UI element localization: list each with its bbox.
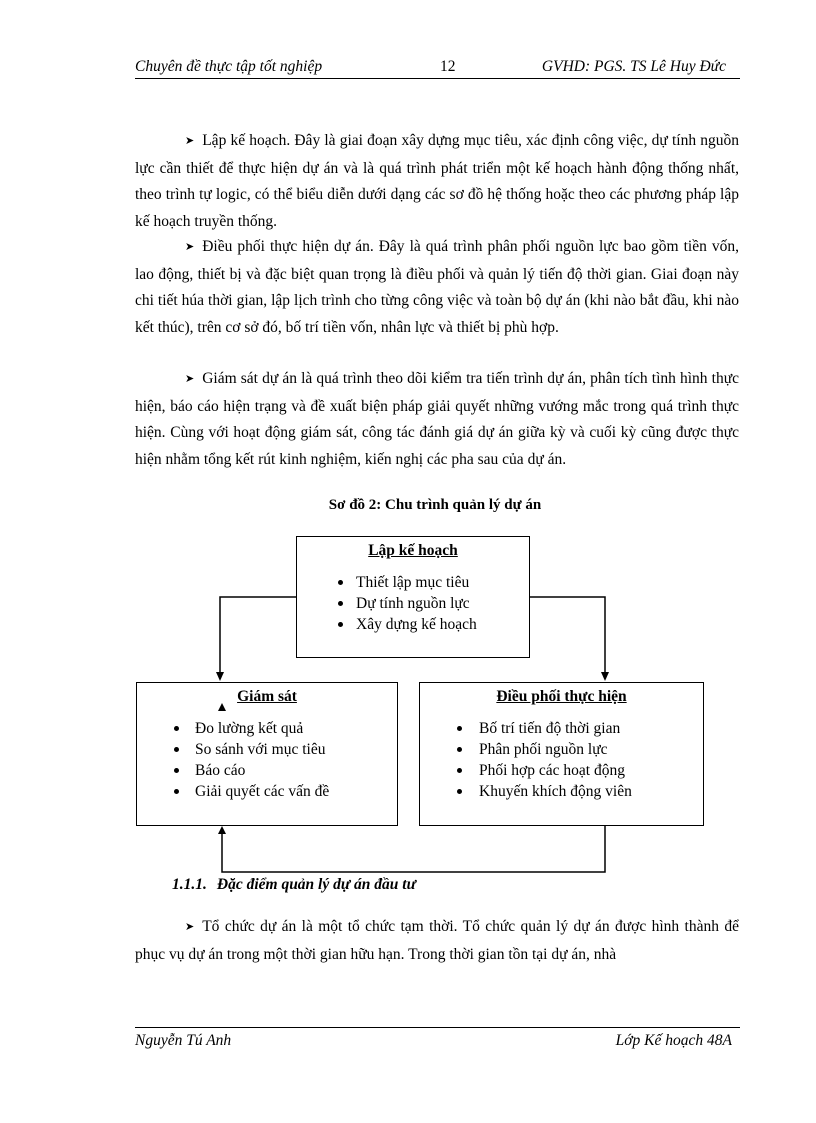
footer-author: Nguyễn Tú Anh [135, 1032, 232, 1049]
section-number: 1.1.1. [172, 876, 207, 893]
paragraph-text: Giám sát dự án là quá trình theo dõi kiểm tra tiến trình dự án, phân tích tình hình thực hiện, báo cáo hiện trạng và đề xuất biện pháp giải quyết những vướng mắc trong quá trình thực hiện. Cùng với hoạt động giám sát, công tác đánh giá dự án giữa kỳ và cuối kỳ cũng được thực hiện nhằm tổng kết rút kinh nghiệm, kiến nghị các pha sau của dự án. [135, 370, 739, 468]
list-item: Khuyến khích động viên [420, 781, 703, 802]
section-title: Đặc điểm quản lý dự án đầu tư [216, 876, 416, 893]
list-item: Dự tính nguồn lực [297, 593, 529, 614]
list-item: Bố trí tiến độ thời gian [420, 718, 703, 739]
arrowhead-down-icon [601, 672, 609, 681]
box-title: Giám sát [237, 688, 297, 705]
box-planning [296, 536, 530, 658]
section-heading [172, 876, 416, 894]
list-item: So sánh với mục tiêu [137, 739, 397, 760]
box-title: Điều phối thực hiện [496, 688, 627, 705]
bullet-icon [338, 622, 343, 627]
bullet-icon [174, 726, 179, 731]
bullet-icon [174, 747, 179, 752]
box-monitoring [136, 682, 398, 826]
paragraph-text: Lập kế hoạch. Đây là giai đoạn xây dựng mục tiêu, xác định công việc, dự tính nguồn lực cần thiết để thực hiện dự án và là quá trình phát triển một kế hoạch hành động thống nhất, theo trình tự logic, có thể biểu diễn dưới dạng các sơ đồ hệ thống hoặc theo các phương pháp lập kế hoạch truyền thống. [135, 132, 739, 230]
bullet-icon [457, 747, 462, 752]
bullet-icon [174, 789, 179, 794]
arrow-bullet-icon: ➤ [185, 240, 195, 253]
bullet-icon [457, 726, 462, 731]
bullet-icon [338, 601, 343, 606]
bullet-icon [457, 768, 462, 773]
page-number: 12 [440, 58, 456, 75]
paragraph-text: Điều phối thực hiện dự án. Đây là quá trình phân phối nguồn lực bao gồm tiền vốn, lao động, thiết bị và đặc biệt quan trọng là điều phối và quản lý tiến độ thời gian. Giai đoạn này chi tiết húa thời gian, lập lịch trình cho từng công việc và toàn bộ dự án (khi nào bắt đầu, khi nào kết thúc), trên cơ sở đó, bố trí tiền vốn, nhân lực và thiết bị phù hợp. [135, 238, 739, 336]
connector-to-monitoring [220, 597, 296, 678]
box-items [420, 718, 703, 802]
diagram-caption: Sơ đồ 2: Chu trình quản lý dự án [328, 497, 542, 513]
bullet-icon [174, 768, 179, 773]
list-item: Phối hợp các hoạt động [420, 760, 703, 781]
list-item: Báo cáo [137, 760, 397, 781]
list-item: Thiết lập mục tiêu [297, 572, 529, 593]
box-title: Lập kế hoạch [368, 542, 458, 559]
box-items [137, 718, 397, 802]
header-supervisor: GVHD: PGS. TS Lê Huy Đức [541, 58, 726, 75]
connector-return-loop [222, 825, 605, 872]
arrowhead-up-icon [218, 826, 226, 834]
list-item: Phân phối nguồn lực [420, 739, 703, 760]
bullet-icon [338, 580, 343, 585]
paragraph-organization [135, 914, 739, 968]
arrow-bullet-icon: ➤ [185, 920, 195, 933]
arrow-bullet-icon: ➤ [185, 372, 195, 385]
paragraph-text: Tổ chức dự án là một tổ chức tạm thời. Tổ chức quản lý dự án được hình thành để phục vụ dự án trong một thời gian hữu hạn. Trong thời gian tồn tại dự án, nhà [135, 918, 739, 963]
box-items [297, 572, 529, 635]
arrow-bullet-icon: ➤ [185, 134, 195, 147]
box-coordination [419, 682, 704, 826]
list-item: Đo lường kết quả [137, 718, 397, 739]
header-title: Chuyên đề thực tập tốt nghiệp [135, 58, 323, 75]
footer-class: Lớp Kế hoạch 48A [615, 1032, 732, 1049]
list-item: Giải quyết các vấn đề [137, 781, 397, 802]
bullet-icon [457, 789, 462, 794]
page-footer [135, 1027, 740, 1048]
connector-to-coordination [530, 597, 605, 678]
list-item: Xây dựng kế hoạch [297, 614, 529, 635]
arrowhead-down-icon [216, 672, 224, 681]
